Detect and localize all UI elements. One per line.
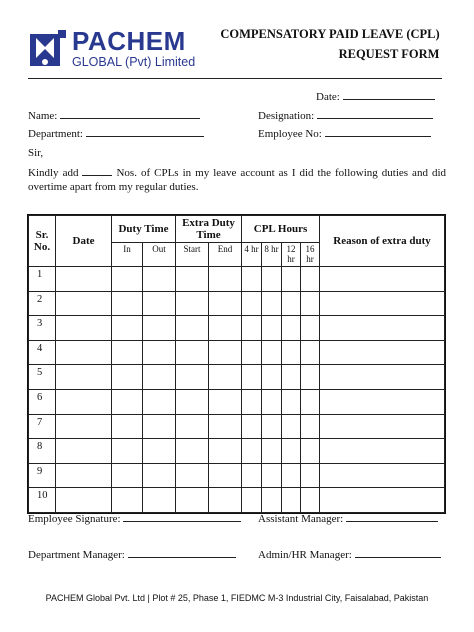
assistant-manager-field[interactable] — [258, 512, 438, 525]
cpl-8hr-cell[interactable] — [262, 316, 282, 341]
company-logo — [28, 26, 218, 76]
header-cpl-hours: CPL Hours — [242, 216, 320, 243]
cpl-8hr-cell[interactable] — [262, 414, 282, 439]
cpl-8hr-cell[interactable] — [262, 340, 282, 365]
cpl-16hr-cell[interactable] — [301, 463, 320, 488]
cpl-16hr-cell[interactable] — [301, 488, 320, 513]
designation-field[interactable] — [258, 109, 433, 122]
date-field[interactable] — [316, 90, 435, 103]
start-cell[interactable] — [176, 267, 209, 292]
cpl-16hr-cell[interactable] — [301, 340, 320, 365]
date-cell[interactable] — [56, 340, 112, 365]
paragraph-end: Nos. of CPLs in my leave account as I did the following duties and did overtime apart from my regular duties. — [28, 167, 447, 193]
row-number: 6 — [29, 389, 56, 414]
row-number: 5 — [29, 365, 56, 390]
subheader-in: In — [112, 243, 143, 267]
reason-cell[interactable] — [320, 365, 445, 390]
cpl-12hr-cell[interactable] — [282, 316, 301, 341]
subheader-8hr: 8 hr — [262, 243, 282, 267]
cpl-16hr-cell[interactable] — [301, 439, 320, 464]
table-row — [29, 267, 445, 292]
designation-blank[interactable] — [317, 109, 433, 119]
department-label: Department: — [28, 128, 83, 140]
out-cell[interactable] — [143, 365, 176, 390]
cpl-4hr-cell[interactable] — [242, 414, 262, 439]
date-cell[interactable] — [56, 488, 112, 513]
assistant-manager-label: Assistant Manager: — [258, 513, 344, 525]
cpl-8hr-cell[interactable] — [262, 439, 282, 464]
in-cell[interactable] — [112, 439, 143, 464]
cpl-16hr-cell[interactable] — [301, 267, 320, 292]
cpl-4hr-cell[interactable] — [242, 267, 262, 292]
row-number: 9 — [29, 463, 56, 488]
paragraph-start: Kindly add — [28, 167, 79, 179]
cpl-16hr-cell[interactable] — [301, 291, 320, 316]
cpl-12hr-cell[interactable] — [282, 365, 301, 390]
cpl-4hr-cell[interactable] — [242, 291, 262, 316]
employee-signature-label: Employee Signature: — [28, 513, 121, 525]
cpl-12hr-cell[interactable] — [282, 340, 301, 365]
date-cell[interactable] — [56, 389, 112, 414]
employee-no-blank[interactable] — [325, 127, 431, 137]
cpl-8hr-cell[interactable] — [262, 463, 282, 488]
cpl-4hr-cell[interactable] — [242, 439, 262, 464]
cpl-8hr-cell[interactable] — [262, 365, 282, 390]
reason-cell[interactable] — [320, 389, 445, 414]
out-cell[interactable] — [143, 439, 176, 464]
table-row — [29, 439, 445, 464]
logo-subtitle: GLOBAL (Pvt) Limited — [72, 55, 196, 69]
employee-no-label: Employee No: — [258, 128, 322, 140]
date-cell[interactable] — [56, 291, 112, 316]
in-cell[interactable] — [112, 316, 143, 341]
cpl-8hr-cell[interactable] — [262, 389, 282, 414]
date-cell[interactable] — [56, 365, 112, 390]
out-cell[interactable] — [143, 267, 176, 292]
header-extra-duty-time: Extra Duty Time — [176, 216, 242, 243]
header-duty-time: Duty Time — [112, 216, 176, 243]
date-label: Date: — [316, 91, 340, 103]
cpl-8hr-cell[interactable] — [262, 267, 282, 292]
start-cell[interactable] — [176, 488, 209, 513]
subheader-4hr: 4 hr — [242, 243, 262, 267]
start-cell[interactable] — [176, 316, 209, 341]
reason-cell[interactable] — [320, 488, 445, 513]
row-number: 1 — [29, 267, 56, 292]
end-cell[interactable] — [209, 414, 242, 439]
out-cell[interactable] — [143, 340, 176, 365]
department-manager-field[interactable] — [28, 548, 236, 561]
cpl-12hr-cell[interactable] — [282, 267, 301, 292]
end-cell[interactable] — [209, 316, 242, 341]
date-cell[interactable] — [56, 414, 112, 439]
start-cell[interactable] — [176, 340, 209, 365]
out-cell[interactable] — [143, 291, 176, 316]
row-number: 10 — [29, 488, 56, 513]
department-field[interactable] — [28, 127, 204, 140]
in-cell[interactable] — [112, 488, 143, 513]
cpl-4hr-cell[interactable] — [242, 389, 262, 414]
admin-hr-manager-blank[interactable] — [355, 548, 441, 558]
subheader-start: Start — [176, 243, 209, 267]
reason-cell[interactable] — [320, 439, 445, 464]
reason-cell[interactable] — [320, 267, 445, 292]
end-cell[interactable] — [209, 340, 242, 365]
name-field[interactable] — [28, 109, 200, 122]
cpl-16hr-cell[interactable] — [301, 389, 320, 414]
table-row — [29, 365, 445, 390]
cpl-12hr-cell[interactable] — [282, 439, 301, 464]
admin-hr-manager-field[interactable] — [258, 548, 441, 561]
pachem-logo-icon — [28, 28, 68, 72]
employee-signature-blank[interactable] — [123, 512, 241, 522]
department-manager-blank[interactable] — [128, 548, 236, 558]
header-reason: Reason of extra duty — [320, 216, 445, 267]
table-row — [29, 340, 445, 365]
employee-signature-field[interactable] — [28, 512, 241, 525]
cpl-4hr-cell[interactable] — [242, 463, 262, 488]
in-cell[interactable] — [112, 463, 143, 488]
subheader-12hr: 12 hr — [282, 243, 301, 267]
cpl-8hr-cell[interactable] — [262, 488, 282, 513]
table-row — [29, 463, 445, 488]
cpl-12hr-cell[interactable] — [282, 414, 301, 439]
table-row — [29, 414, 445, 439]
out-cell[interactable] — [143, 414, 176, 439]
subheader-end: End — [209, 243, 242, 267]
name-label: Name: — [28, 110, 58, 122]
start-cell[interactable] — [176, 439, 209, 464]
table-row — [29, 291, 445, 316]
row-number: 8 — [29, 439, 56, 464]
in-cell[interactable] — [112, 291, 143, 316]
row-number: 7 — [29, 414, 56, 439]
logo-name: PACHEM — [72, 26, 186, 56]
designation-label: Designation: — [258, 110, 315, 122]
end-cell[interactable] — [209, 488, 242, 513]
reason-cell[interactable] — [320, 340, 445, 365]
table-row — [29, 316, 445, 341]
cpl-12hr-cell[interactable] — [282, 291, 301, 316]
date-cell[interactable] — [56, 267, 112, 292]
row-number: 3 — [29, 316, 56, 341]
table-row — [29, 488, 445, 513]
cpl-count-blank[interactable] — [82, 166, 112, 176]
end-cell[interactable] — [209, 291, 242, 316]
cpl-16hr-cell[interactable] — [301, 414, 320, 439]
in-cell[interactable] — [112, 414, 143, 439]
cpl-16hr-cell[interactable] — [301, 365, 320, 390]
reason-cell[interactable] — [320, 463, 445, 488]
end-cell[interactable] — [209, 267, 242, 292]
reason-cell[interactable] — [320, 414, 445, 439]
cpl-table — [28, 215, 445, 513]
cpl-12hr-cell[interactable] — [282, 389, 301, 414]
cpl-8hr-cell[interactable] — [262, 291, 282, 316]
cpl-4hr-cell[interactable] — [242, 488, 262, 513]
date-cell[interactable] — [56, 439, 112, 464]
cpl-16hr-cell[interactable] — [301, 316, 320, 341]
header-date: Date — [56, 216, 112, 267]
cpl-4hr-cell[interactable] — [242, 365, 262, 390]
end-cell[interactable] — [209, 463, 242, 488]
table-row — [29, 389, 445, 414]
start-cell[interactable] — [176, 365, 209, 390]
cpl-12hr-cell[interactable] — [282, 488, 301, 513]
start-cell[interactable] — [176, 291, 209, 316]
department-blank[interactable] — [86, 127, 204, 137]
out-cell[interactable] — [143, 316, 176, 341]
subheader-out: Out — [143, 243, 176, 267]
header-divider — [28, 78, 442, 79]
end-cell[interactable] — [209, 365, 242, 390]
row-number: 2 — [29, 291, 56, 316]
footer-address: PACHEM Global Pvt. Ltd | Plot # 25, Phase 1, FIEDMC M-3 Industrial City, Faisalabad, Pakistan — [45, 593, 429, 603]
end-cell[interactable] — [209, 439, 242, 464]
department-manager-label: Department Manager: — [28, 549, 125, 561]
form-title: COMPENSATORY PAID LEAVE (CPL) — [220, 27, 440, 41]
out-cell[interactable] — [143, 389, 176, 414]
start-cell[interactable] — [176, 414, 209, 439]
start-cell[interactable] — [176, 463, 209, 488]
cpl-4hr-cell[interactable] — [242, 340, 262, 365]
in-cell[interactable] — [112, 389, 143, 414]
out-cell[interactable] — [143, 488, 176, 513]
in-cell[interactable] — [112, 340, 143, 365]
row-number: 4 — [29, 340, 56, 365]
subheader-16hr: 16 hr — [301, 243, 320, 267]
header-sr-no: Sr. No. — [29, 216, 56, 267]
table-body — [29, 267, 445, 513]
employee-no-field[interactable] — [258, 127, 431, 140]
date-blank[interactable] — [343, 90, 435, 100]
salutation: Sir, — [28, 147, 44, 159]
in-cell[interactable] — [112, 365, 143, 390]
out-cell[interactable] — [143, 463, 176, 488]
reason-cell[interactable] — [320, 291, 445, 316]
request-paragraph — [28, 166, 446, 194]
admin-hr-manager-label: Admin/HR Manager: — [258, 549, 352, 561]
in-cell[interactable] — [112, 267, 143, 292]
end-cell[interactable] — [209, 389, 242, 414]
cpl-4hr-cell[interactable] — [242, 316, 262, 341]
cpl-12hr-cell[interactable] — [282, 463, 301, 488]
date-cell[interactable] — [56, 316, 112, 341]
name-blank[interactable] — [60, 109, 200, 119]
reason-cell[interactable] — [320, 316, 445, 341]
assistant-manager-blank[interactable] — [346, 512, 438, 522]
date-cell[interactable] — [56, 463, 112, 488]
start-cell[interactable] — [176, 389, 209, 414]
form-subtitle: REQUEST FORM — [338, 47, 440, 61]
